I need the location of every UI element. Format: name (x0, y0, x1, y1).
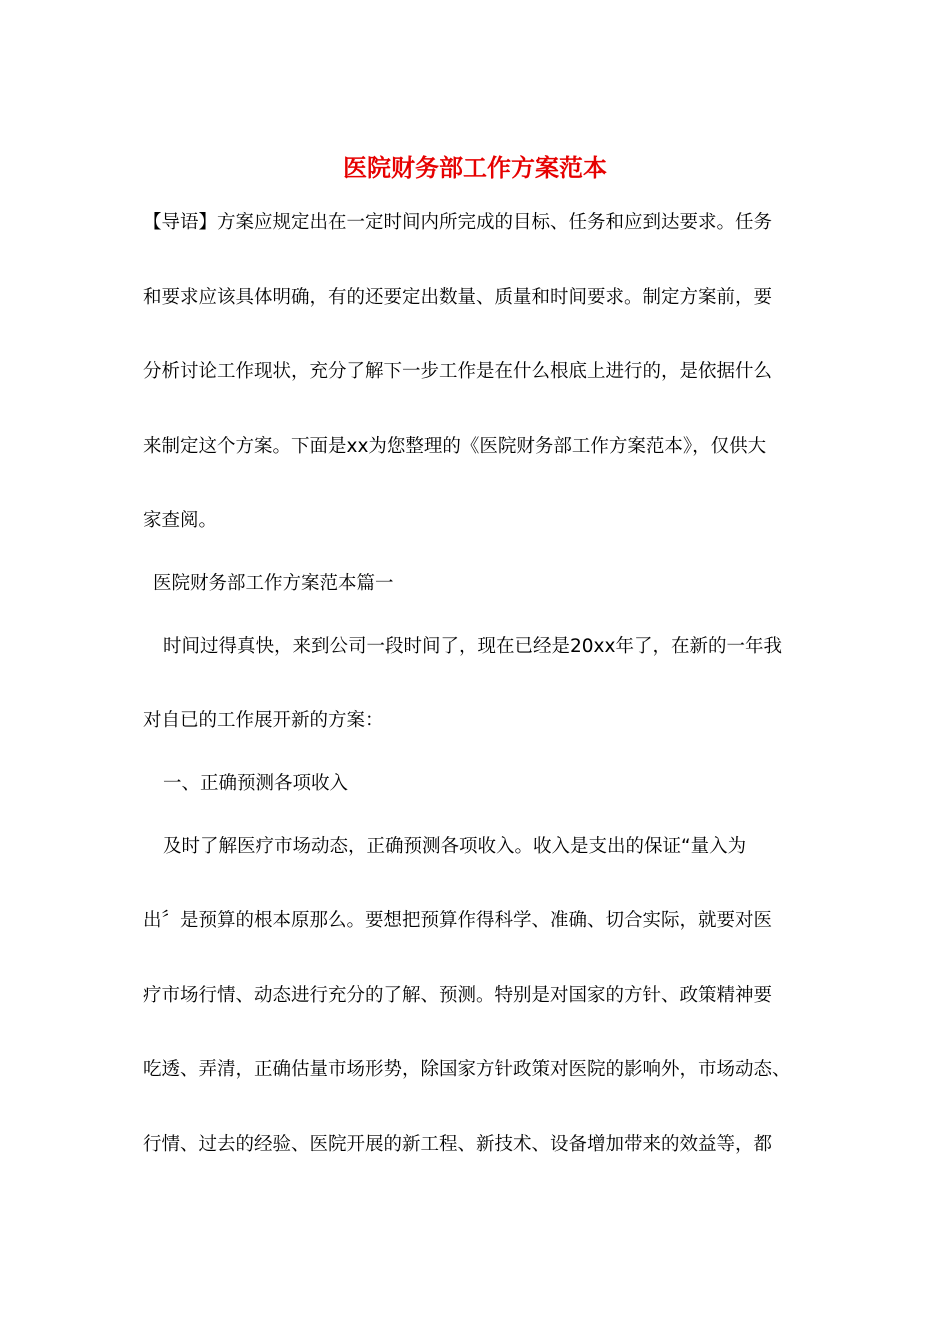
paragraph2-line-3: 疗市场行情、动态进行充分的了解、预测。特别是对国家的方针、政策精神要 (143, 985, 773, 1006)
document-title: 医院财务部工作方案范本 (343, 153, 607, 182)
paragraph1-line-1: 时间过得真快，来到公司一段时间了，现在已经是20xx年了，在新的一年我 (163, 636, 782, 657)
intro-line-2: 和要求应该具体明确，有的还要定出数量、质量和时间要求。制定方案前，要 (143, 287, 773, 308)
paragraph2-line-4: 吃透、弄清，正确估量市场形势，除国家方针政策对医院的影响外，市场动态、 (143, 1059, 791, 1080)
paragraph2-line-2: 出〞是预算的根本原那么。要想把预算作得科学、准确、切合实际，就要对医 (143, 910, 773, 931)
paragraph2-line-5: 行情、过去的经验、医院开展的新工程、新技术、设备增加带来的效益等，都 (143, 1134, 773, 1155)
intro-line-5: 家查阅。 (143, 510, 218, 531)
intro-line-4: 来制定这个方案。下面是xx为您整理的《医院财务部工作方案范本》，仅供大 (143, 436, 767, 457)
intro-line-1: 【导语】方案应规定出在一定时间内所完成的目标、任务和应到达要求。任务 (143, 212, 773, 233)
paragraph1-line-2: 对自已的工作展开新的方案： (143, 710, 384, 731)
section-heading: 医院财务部工作方案范本篇一 (153, 573, 394, 594)
subheading: 一、正确预测各项收入 (163, 773, 349, 794)
intro-line-3: 分析讨论工作现状，充分了解下一步工作是在什么根底上进行的，是依据什么 (143, 361, 773, 382)
paragraph2-line-1: 及时了解医疗市场动态，正确预测各项收入。收入是支出的保证“量入为 (163, 836, 747, 857)
